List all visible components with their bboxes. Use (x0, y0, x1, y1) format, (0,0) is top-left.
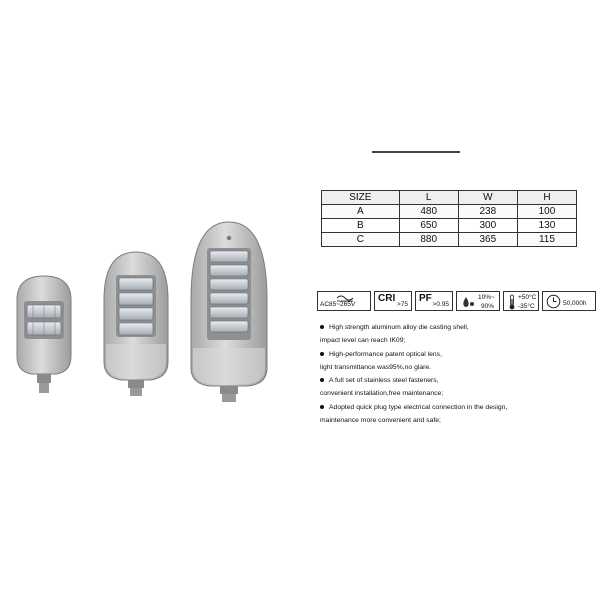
humidity-line1: 10%~ (478, 294, 495, 301)
header-l: L (399, 191, 458, 205)
temperature-badge (503, 291, 539, 311)
table-cell: 130 (517, 219, 576, 233)
header-w: W (458, 191, 517, 205)
feature-line: light transmittance was95%,no glare. (320, 363, 432, 371)
list-item (320, 374, 580, 401)
feature-line: High strength aluminum alloy die casting shell, (329, 324, 469, 331)
feature-line: A full set of stainless steel fasteners, (329, 377, 439, 385)
list-item (320, 401, 580, 428)
lamp-size-b (104, 252, 168, 396)
lifetime-value: 50,000h (563, 300, 587, 307)
feature-line: High-performance patent optical lens, (329, 350, 442, 358)
table-row (322, 233, 577, 247)
table-cell: A (322, 205, 400, 219)
feature-list (320, 321, 580, 427)
lifetime-badge (542, 291, 596, 311)
lamp-size-c (191, 222, 267, 402)
pf-value: >0.95 (432, 301, 449, 308)
decorative-line (372, 151, 460, 153)
thermometer-icon (508, 294, 516, 310)
table-cell: 300 (458, 219, 517, 233)
cri-value: >75 (396, 301, 408, 308)
temp-low: -35°C (518, 303, 535, 310)
voltage-badge (317, 291, 371, 311)
voltage-value: AC85~265V (320, 301, 356, 308)
table-cell: C (322, 233, 400, 247)
table-row (322, 219, 577, 233)
header-h: H (517, 191, 576, 205)
cri-label: CRI (378, 293, 396, 304)
table-cell: 238 (458, 205, 517, 219)
cri-badge (374, 291, 412, 311)
table-header-row (322, 191, 577, 205)
table-cell: 480 (399, 205, 458, 219)
list-item (320, 348, 580, 375)
clock-icon (546, 294, 561, 309)
table-cell: 650 (399, 219, 458, 233)
feature-line: maintenance more convenient and safe; (320, 417, 441, 425)
bullet-icon (320, 325, 324, 329)
humidity-badge (456, 291, 500, 311)
header-size: SIZE (322, 191, 400, 205)
table-cell: B (322, 219, 400, 233)
spec-badges (317, 291, 596, 311)
feature-line: convenient installation,free maintenance; (320, 390, 444, 398)
street-light-images (0, 0, 300, 420)
feature-line: Adopted quick plug type electrical connection in the design, (329, 403, 508, 411)
table-cell: 100 (517, 205, 576, 219)
water-drop-icon (461, 296, 475, 308)
table-cell: 365 (458, 233, 517, 247)
bullet-icon (320, 405, 324, 409)
table-cell: 115 (517, 233, 576, 247)
bullet-icon (320, 352, 324, 356)
list-item (320, 321, 580, 348)
size-spec-table (321, 190, 577, 247)
lamp-size-a (17, 276, 71, 393)
temp-high: +50°C (518, 294, 537, 301)
humidity-line2: 90% (481, 303, 495, 310)
table-row (322, 205, 577, 219)
pf-badge (415, 291, 453, 311)
table-cell: 880 (399, 233, 458, 247)
feature-line: impact level can reach IK09; (320, 337, 406, 345)
bullet-icon (320, 378, 324, 382)
pf-label: PF (419, 293, 432, 304)
